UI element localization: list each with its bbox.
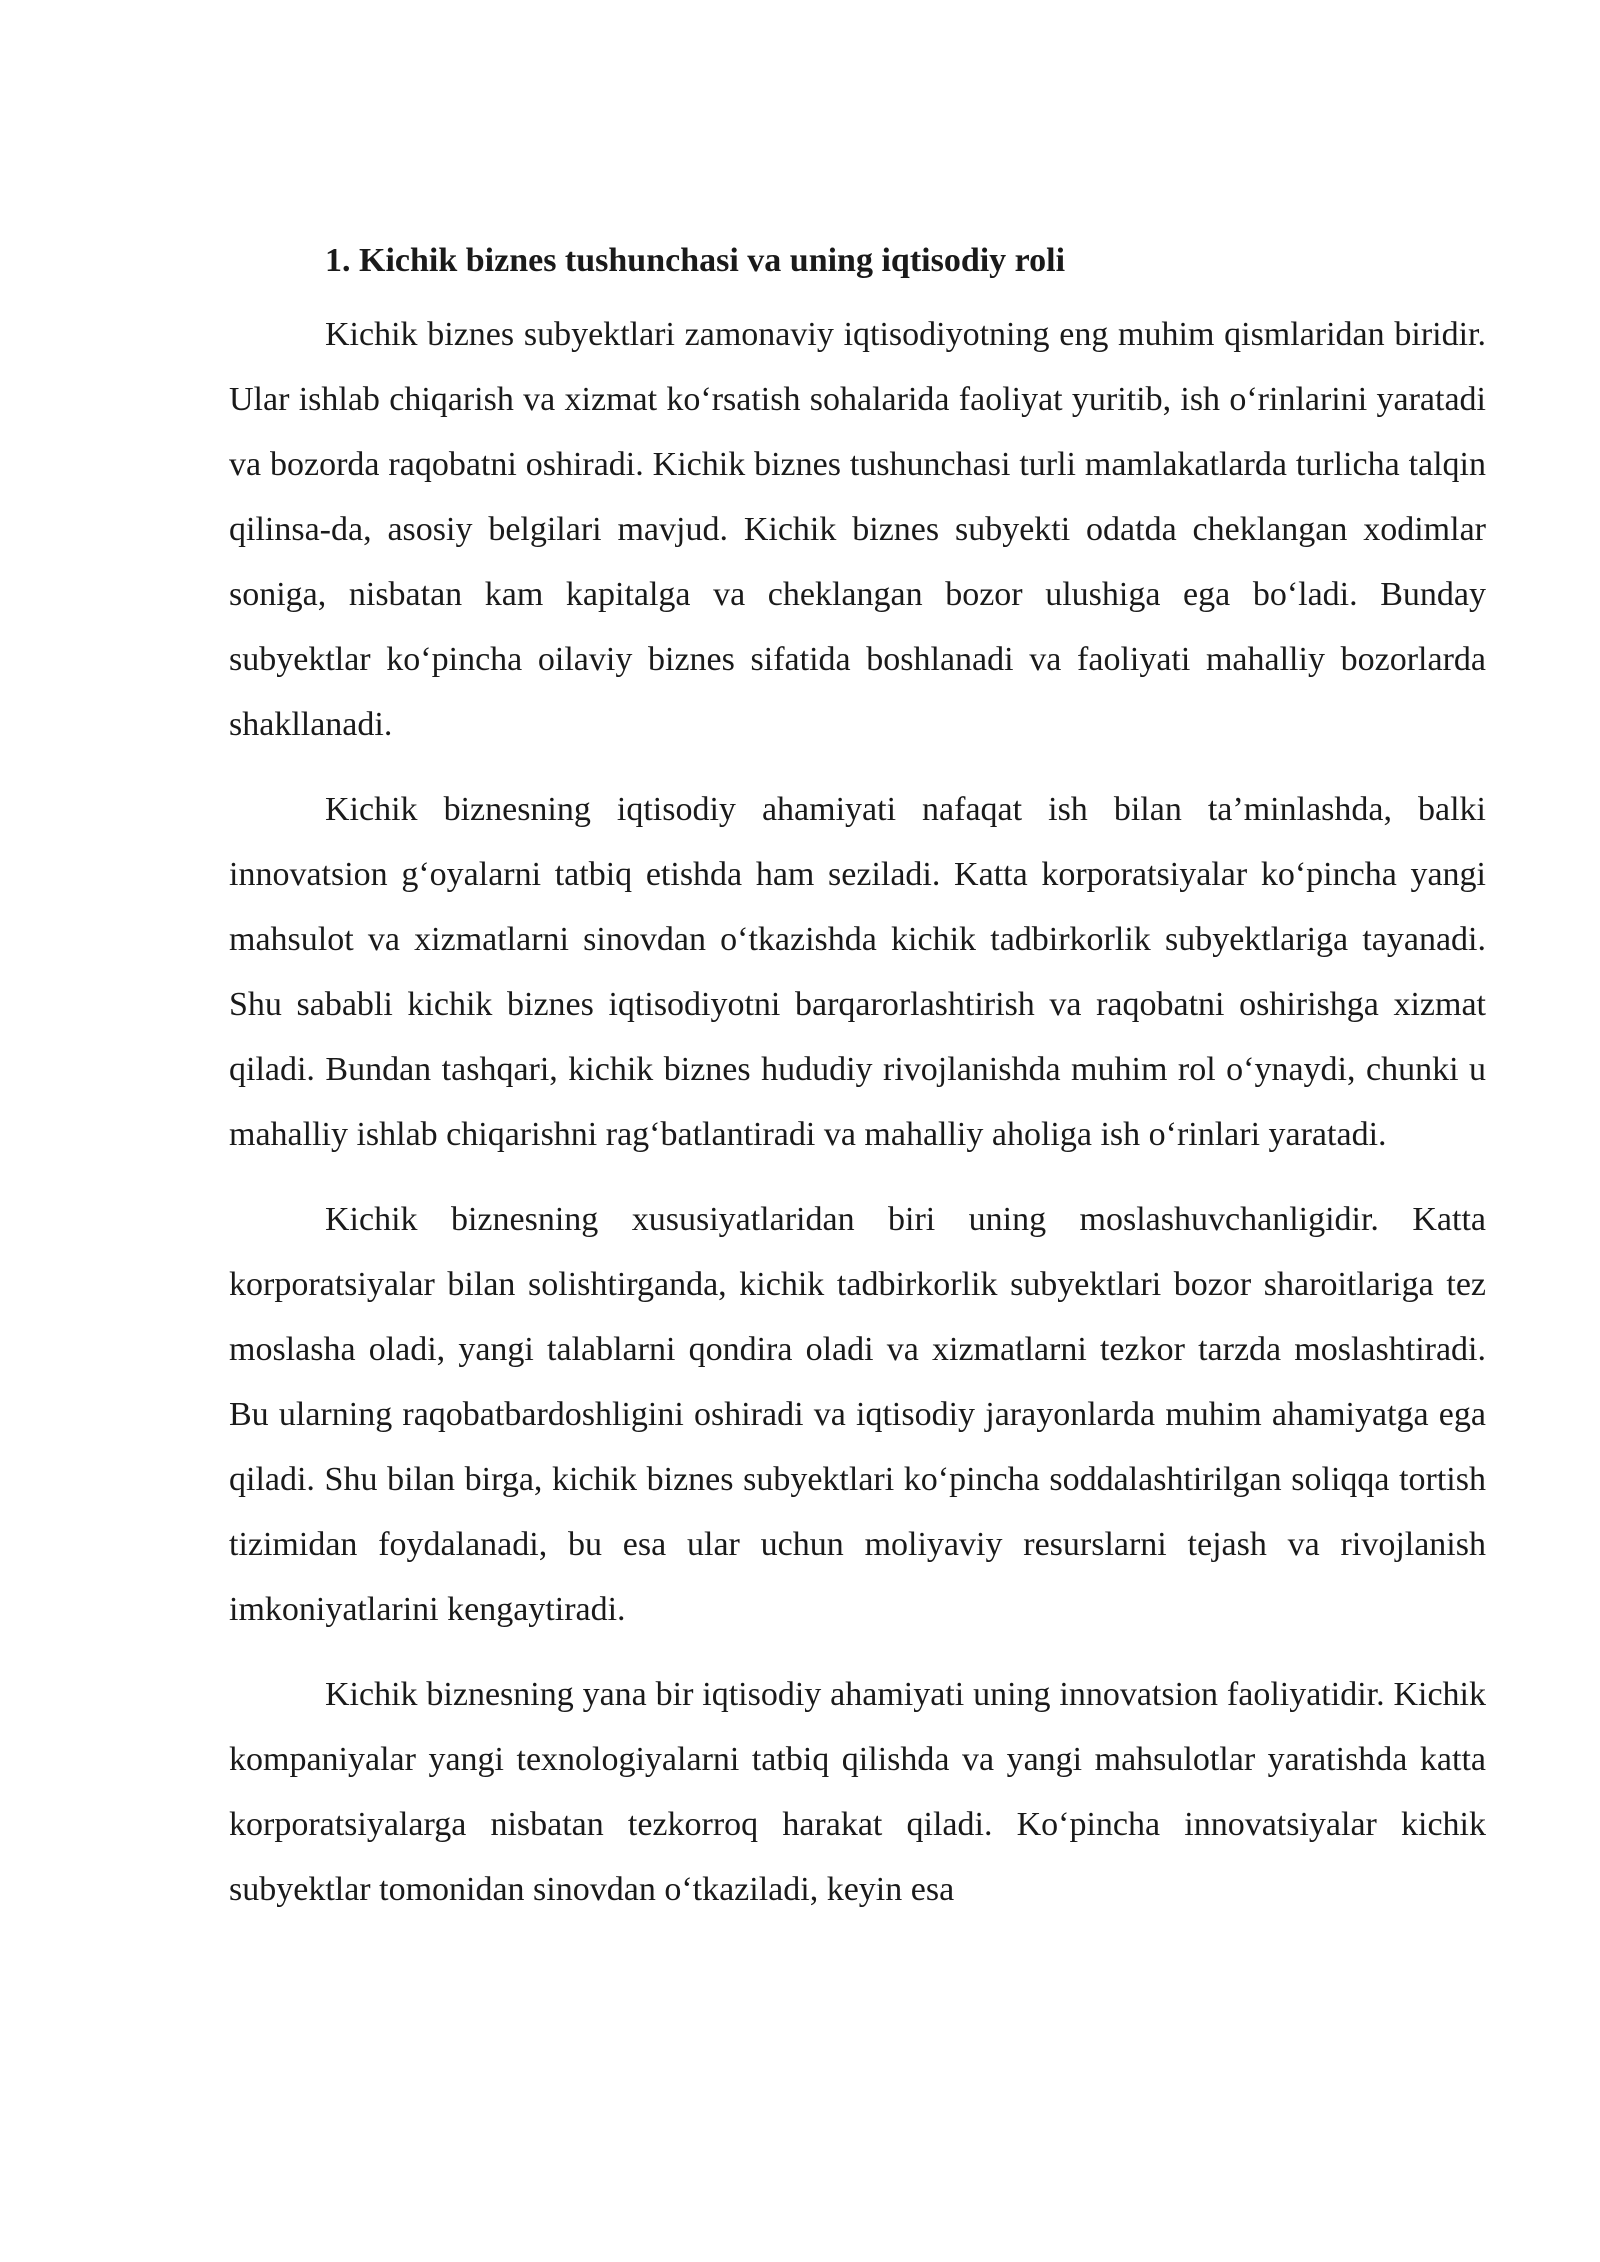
paragraph-3: Kichik biznesning xususiyatlaridan biri uning moslashuvchanligidir. Katta korporatsiyalar bilan solishtirganda, kichik tadbirkorlik subyektlari bozor sharoitlariga tez moslasha oladi, yangi talablarni qondira oladi va xizmatlarni tezkor tarzda moslashtiradi. Bu ularning raqobatbardoshligini oshiradi va iqtisodiy jarayonlarda muhim ahamiyatga ega qiladi. Shu bilan birga, kichik biznes subyektlari ko‘pincha soddalashtirilgan soliqqa tortish tizimidan foydalanadi, bu esa ular uchun moliyaviy resurslarni tejash va rivojlanish imkoniyatlarini kengaytiradi. xyxy=(229,1201,1486,1628)
paragraph-2: Kichik biznesning iqtisodiy ahamiyati nafaqat ish bilan ta’minlashda, balki innovatsion g‘oyalarni tatbiq etishda ham seziladi. Katta korporatsiyalar ko‘pincha yangi mahsulot va xizmatlarni sinovdan o‘tkazishda kichik tadbirkorlik subyektlariga tayanadi. Shu sababli kichik biznes iqtisodiyotni barqarorlashtirish va raqobatni oshirishga xizmat qiladi. Bundan tashqari, kichik biznes hududiy rivojlanishda muhim rol o‘ynaydi, chunki u mahalliy ishlab chiqarishni rag‘batlantiradi va mahalliy aholiga ish o‘rinlari yaratadi. xyxy=(229,791,1486,1153)
paragraph-1: Kichik biznes subyektlari zamonaviy iqtisodiyotning eng muhim qismlaridan biridir. Ular ishlab chiqarish va xizmat ko‘rsatish sohalarida faoliyat yuritib, ish o‘rinlarini yaratadi va bozorda raqobatni oshiradi. Kichik biznes tushunchasi turli mamlakatlarda turlicha talqin qilinsa-da, asosiy belgilari mavjud. Kichik biznes subyekti odatda cheklangan xodimlar soniga, nisbatan kam kapitalga va cheklangan bozor ulushiga ega bo‘ladi. Bunday subyektlar ko‘pincha oilaviy biznes sifatida boshlanadi va faoliyati mahalliy bozorlarda shakllanadi. xyxy=(229,316,1486,743)
section-heading: 1. Kichik biznes tushunchasi va uning iqtisodiy roli xyxy=(325,242,1066,279)
paragraph-4: Kichik biznesning yana bir iqtisodiy ahamiyati uning innovatsion faoliyatidir. Kichik kompaniyalar yangi texnologiyalarni tatbiq qilishda va yangi mahsulotlar yaratishda katta korporatsiyalarga nisbatan tezkorroq harakat qiladi. Ko‘pincha innovatsiyalar kichik subyektlar tomonidan sinovdan o‘tkaziladi, keyin esa xyxy=(229,1676,1486,1908)
document-body xyxy=(229,236,1486,1942)
